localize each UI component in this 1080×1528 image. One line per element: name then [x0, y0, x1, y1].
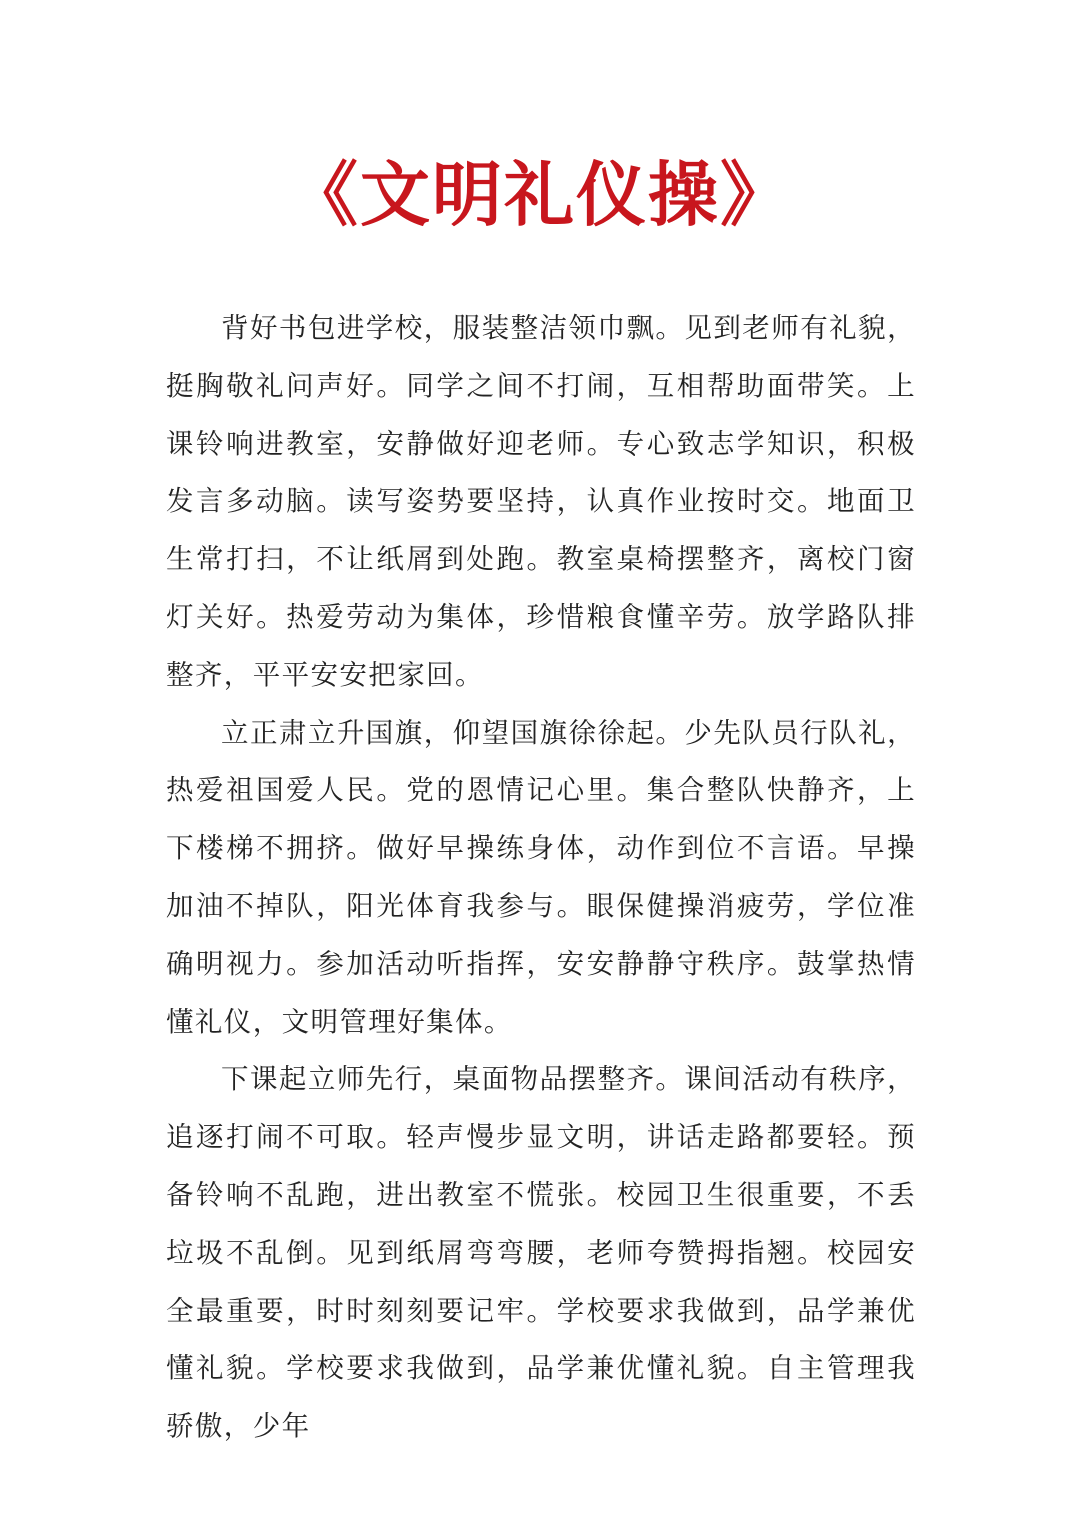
paragraph: 立正肃立升国旗，仰望国旗徐徐起。少先队员行队礼，热爱祖国爱人民。党的恩情记心里。集合整队快静齐，上下楼梯不拥挤。做好早操练身体，动作到位不言语。早操加油不掉队，阳光体育我参与。眼保健操消疲劳，学位准确明视力。参加活动听指挥，安安静静守秩序。鼓掌热情懂礼仪，文明管理好集体。 [166, 716, 916, 1038]
document-title: 《文明礼仪操》 [288, 154, 792, 236]
document-body [166, 300, 916, 1456]
paragraph: 下课起立师先行，桌面物品摆整齐。课间活动有秩序，追逐打闹不可取。轻声慢步显文明，讲话走路都要轻。预备铃响不乱跑，进出教室不慌张。校园卫生很重要，不丢垃圾不乱倒。见到纸屑弯弯腰，老师夸赞拇指翘。校园安全最重要，时时刻刻要记牢。学校要求我做到，品学兼优懂礼貌。学校要求我做到，品学兼优懂礼貌。自主管理我骄傲，少年 [166, 1063, 916, 1443]
paragraph: 背好书包进学校，服装整洁领巾飘。见到老师有礼貌，挺胸敬礼问声好。同学之间不打闹，互相帮助面带笑。上课铃响进教室，安静做好迎老师。专心致志学知识，积极发言多动脑。读写姿势要坚持，认真作业按时交。地面卫生常打扫，不让纸屑到处跑。教室桌椅摆整齐，离校门窗灯关好。热爱劳动为集体，珍惜粮食懂辛劳。放学路队排整齐，平平安安把家回。 [166, 312, 916, 691]
